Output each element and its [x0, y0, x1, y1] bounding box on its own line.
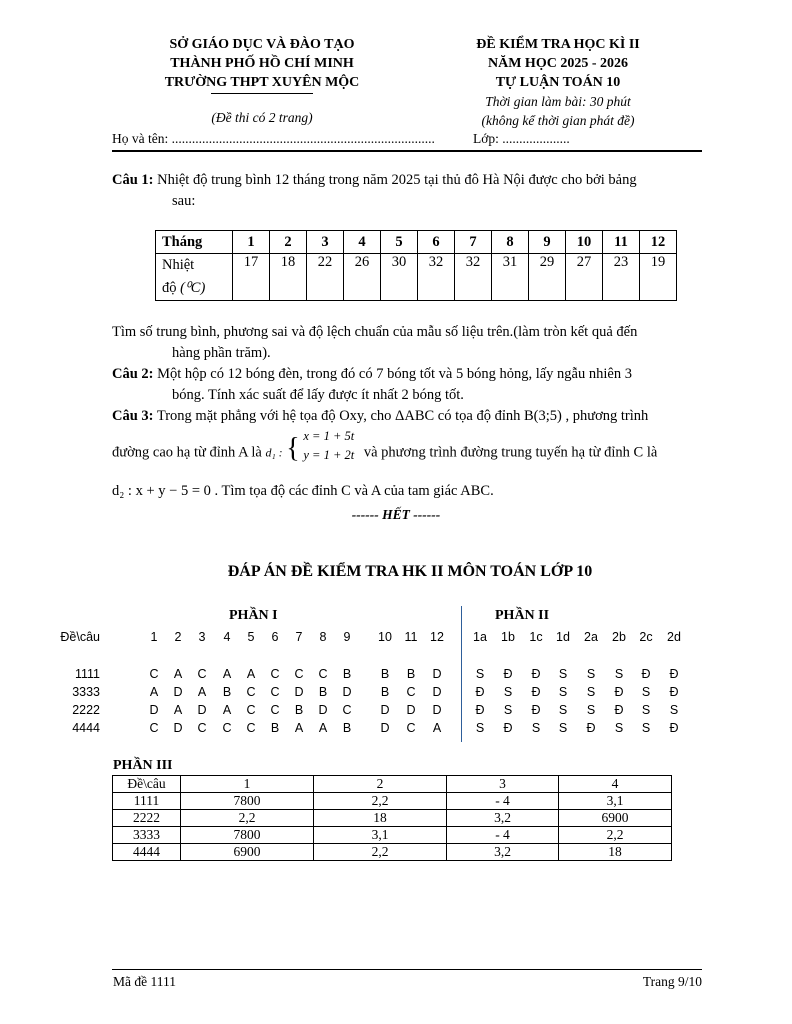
- student-name-line: Họ và tên: ..............................................................................: [112, 131, 435, 146]
- p2-answer-cell: S: [475, 667, 485, 681]
- q3-text-b2: và phương trình đường trung tuyến hạ từ đỉnh C là: [363, 444, 658, 461]
- p3-cell: 2,2: [314, 844, 447, 861]
- p1-answer-cell: A: [246, 667, 256, 681]
- p2-answer-cell: S: [614, 667, 624, 681]
- temp-cell: 32: [455, 254, 492, 301]
- p1-answer-cell: C: [246, 703, 256, 717]
- p2-answer-cell: Đ: [669, 721, 679, 735]
- p1-col-header: 2: [174, 630, 182, 644]
- p1-answer-cell: C: [342, 703, 352, 717]
- months-header: Tháng: [156, 231, 233, 254]
- p3-header-cell: 2: [314, 776, 447, 793]
- p2-answer-cell: S: [641, 703, 651, 717]
- q3-d1: d₁ :: [265, 445, 283, 460]
- p1-answer-cell: D: [149, 703, 159, 717]
- temp-cell: 30: [381, 254, 418, 301]
- q1-text-b: sau:: [172, 193, 196, 209]
- exam-code: Mã đề 1111: [113, 974, 176, 989]
- city-name: THÀNH PHỐ HỒ CHÍ MINH: [170, 56, 354, 71]
- p2-answer-cell: S: [614, 721, 624, 735]
- month-cell: 10: [566, 231, 603, 254]
- p1-answer-cell: C: [246, 685, 256, 699]
- p3-cell: 3,1: [314, 827, 447, 844]
- p3-cell: - 4: [447, 827, 559, 844]
- p2-answer-cell: S: [558, 667, 568, 681]
- p3-cell: 3,2: [447, 844, 559, 861]
- exam-title: ĐỀ KIỂM TRA HỌC KÌ II: [476, 37, 640, 52]
- school-name: TRƯỜNG THPT XUYÊN MỘC: [164, 75, 360, 90]
- q3-text-a: Trong mặt phẳng với hệ tọa độ Oxy, cho ΔABC có tọa độ đỉnh B(3;5) , phương trình: [156, 408, 649, 424]
- p2-answer-cell: Đ: [614, 685, 624, 699]
- p2-col-header: 2c: [639, 630, 653, 644]
- p3-cell: 18: [559, 844, 672, 861]
- p2-answer-cell: Đ: [641, 667, 651, 681]
- temp-cell: 18: [270, 254, 307, 301]
- p2-answer-cell: S: [475, 721, 485, 735]
- p3-cell: 2,2: [559, 827, 672, 844]
- school-year: NĂM HỌC 2025 - 2026: [488, 56, 628, 71]
- p2-answer-cell: S: [531, 721, 541, 735]
- month-cell: 9: [529, 231, 566, 254]
- time-allowed: Thời gian làm bài: 30 phút: [485, 94, 631, 109]
- p1-answer-cell: D: [432, 685, 442, 699]
- month-cell: 3: [307, 231, 344, 254]
- p3-header-cell: 1: [181, 776, 314, 793]
- p2-answer-cell: Đ: [475, 685, 485, 699]
- p1-answer-cell: A: [222, 703, 232, 717]
- p1-answer-cell: D: [432, 703, 442, 717]
- p1-answer-cell: B: [222, 685, 232, 699]
- p1-answer-cell: C: [270, 667, 280, 681]
- q2-text-b: bóng. Tính xác suất để lấy được ít nhất 2 bóng tốt.: [172, 387, 464, 403]
- q1-text-a: Nhiệt độ trung bình 12 tháng trong năm 2025 tại thủ đô Hà Nội được cho bởi bảng: [157, 172, 637, 188]
- p1-answer-cell: A: [173, 667, 183, 681]
- q1-label: Câu 1:: [112, 172, 154, 188]
- p2-answer-cell: S: [586, 667, 596, 681]
- p1-answer-cell: C: [149, 721, 159, 735]
- p2-col-header: 1a: [473, 630, 487, 644]
- p1-answer-cell: C: [318, 667, 328, 681]
- p1-answer-cell: A: [149, 685, 159, 699]
- exam-subject: TỰ LUẬN TOÁN 10: [495, 75, 621, 90]
- month-cell: 8: [492, 231, 529, 254]
- p2-answer-cell: S: [641, 685, 651, 699]
- p2-answer-cell: S: [558, 685, 568, 699]
- p1-answer-cell: A: [197, 685, 207, 699]
- p3-header-row: [113, 776, 672, 793]
- p3-cell: 7800: [181, 827, 314, 844]
- temp-cell: 22: [307, 254, 344, 301]
- p1-answer-cell: A: [294, 721, 304, 735]
- p1-answer-cell: D: [380, 703, 390, 717]
- p3-cell: 7800: [181, 793, 314, 810]
- p1-col-header: 11: [404, 630, 418, 644]
- p3-cell: 2,2: [314, 793, 447, 810]
- p3-row: [113, 810, 672, 827]
- temp-cell: 27: [566, 254, 603, 301]
- answer-key-title: ĐÁP ÁN ĐỀ KIỂM TRA HK II MÔN TOÁN LỚP 10: [227, 563, 593, 580]
- p2-col-header: 1d: [556, 630, 570, 644]
- p2-answer-cell: S: [503, 703, 513, 717]
- p2-col-header: 2b: [612, 630, 626, 644]
- p1-answer-cell: C: [197, 721, 207, 735]
- p3-cell: 2,2: [181, 810, 314, 827]
- p2-answer-cell: S: [641, 721, 651, 735]
- p2-answer-cell: S: [669, 703, 679, 717]
- month-cell: 7: [455, 231, 492, 254]
- p3-header-cell: Đề\câu: [113, 776, 181, 793]
- exam-code-cell: 1111: [74, 667, 100, 681]
- p1-answer-cell: C: [222, 721, 232, 735]
- temp-cell: 17: [233, 254, 270, 301]
- page-count-note: (Đề thi có 2 trang): [211, 110, 313, 125]
- exam-code-cell: 4444: [72, 721, 100, 735]
- month-cell: 11: [603, 231, 640, 254]
- page-number: Trang 9/10: [642, 974, 702, 989]
- p1-answer-cell: B: [406, 667, 416, 681]
- p1-answer-cell: B: [318, 685, 328, 699]
- p1-answer-cell: B: [342, 721, 352, 735]
- p3-cell: 6900: [559, 810, 672, 827]
- p2-answer-cell: S: [503, 685, 513, 699]
- p2-col-header: 1c: [529, 630, 543, 644]
- p3-cell: 3,1: [559, 793, 672, 810]
- month-cell: 6: [418, 231, 455, 254]
- p1-answer-cell: D: [432, 667, 442, 681]
- q3-label: Câu 3:: [112, 408, 154, 424]
- p1-col-header: 5: [247, 630, 255, 644]
- p1-answer-cell: C: [270, 703, 280, 717]
- p1-answer-cell: B: [380, 685, 390, 699]
- p1-answer-cell: A: [222, 667, 232, 681]
- p3-cell: 3,2: [447, 810, 559, 827]
- p1-answer-cell: B: [380, 667, 390, 681]
- p3-header-cell: 4: [559, 776, 672, 793]
- temp-cell: 32: [418, 254, 455, 301]
- p1-answer-cell: D: [173, 685, 183, 699]
- p1-answer-cell: B: [294, 703, 304, 717]
- p1-answer-cell: D: [380, 721, 390, 735]
- dept-name: SỞ GIÁO DỤC VÀ ĐÀO TẠO: [169, 37, 355, 52]
- p3-row: [113, 827, 672, 844]
- p3-cell: 18: [314, 810, 447, 827]
- p2-answer-cell: Đ: [531, 667, 541, 681]
- p3-cell: 2222: [113, 810, 181, 827]
- p1-col-header: 8: [319, 630, 327, 644]
- code-header: Đề\câu: [60, 630, 100, 644]
- part-1-label: PHẦN I: [229, 608, 278, 623]
- p2-answer-cell: S: [586, 703, 596, 717]
- temp-label-a: Nhiệt: [162, 257, 195, 273]
- p3-header-cell: 3: [447, 776, 559, 793]
- p1-answer-cell: B: [342, 667, 352, 681]
- p1-col-header: 9: [343, 630, 351, 644]
- part-3-table: [112, 775, 672, 861]
- footer-rule: [112, 969, 702, 970]
- p1-col-header: 7: [295, 630, 303, 644]
- q1-task-a: Tìm số trung bình, phương sai và độ lệch chuẩn của mẫu số liệu trên.(làm tròn kết quả đến: [112, 324, 638, 340]
- p1-answer-cell: C: [294, 667, 304, 681]
- p2-answer-cell: Đ: [475, 703, 485, 717]
- q1-task-b: hàng phần trăm).: [172, 345, 271, 361]
- p1-answer-cell: C: [197, 667, 207, 681]
- month-cell: 12: [640, 231, 677, 254]
- p2-col-header: 2a: [584, 630, 598, 644]
- part-3-label: PHẦN III: [113, 758, 173, 773]
- p2-answer-cell: Đ: [531, 685, 541, 699]
- q3-text-b1: đường cao hạ từ đỉnh A là: [112, 444, 262, 461]
- end-mark: ------ HẾT ------: [351, 507, 441, 522]
- p2-answer-cell: S: [558, 703, 568, 717]
- p1-answer-cell: C: [406, 721, 416, 735]
- temp-unit: (⁰C): [180, 280, 206, 296]
- month-cell: 2: [270, 231, 307, 254]
- p1-answer-cell: A: [432, 721, 442, 735]
- system-eq-2: y = 1 + 2t: [303, 448, 355, 462]
- p2-answer-cell: Đ: [669, 667, 679, 681]
- p1-answer-cell: D: [406, 703, 416, 717]
- p1-answer-cell: C: [270, 685, 280, 699]
- p1-answer-cell: A: [318, 721, 328, 735]
- p1-answer-cell: D: [318, 703, 328, 717]
- exam-code-cell: 2222: [72, 703, 100, 717]
- p3-cell: 6900: [181, 844, 314, 861]
- q2-label: Câu 2:: [112, 366, 154, 382]
- p2-answer-cell: Đ: [531, 703, 541, 717]
- p1-answer-cell: D: [294, 685, 304, 699]
- p3-cell: 4444: [113, 844, 181, 861]
- p2-answer-cell: Đ: [503, 667, 513, 681]
- month-cell: 5: [381, 231, 418, 254]
- p1-answer-cell: C: [406, 685, 416, 699]
- p2-answer-cell: Đ: [614, 703, 624, 717]
- p2-answer-cell: Đ: [669, 685, 679, 699]
- p1-answer-cell: B: [270, 721, 280, 735]
- temp-label-b: độ: [162, 280, 177, 296]
- p1-col-header: 4: [223, 630, 231, 644]
- q3-text-c: d₂ : x + y − 5 = 0 . Tìm tọa độ các đỉnh C và A của tam giác ABC.: [112, 483, 494, 499]
- p1-col-header: 1: [150, 630, 158, 644]
- system-brace: {: [286, 433, 300, 464]
- temp-cell: 19: [640, 254, 677, 301]
- p1-answer-cell: C: [149, 667, 159, 681]
- p1-col-header: 6: [271, 630, 279, 644]
- part-2-label: PHẦN II: [495, 608, 550, 623]
- month-cell: 1: [233, 231, 270, 254]
- p2-answer-cell: Đ: [503, 721, 513, 735]
- temp-cell: 26: [344, 254, 381, 301]
- p3-row: [113, 844, 672, 861]
- p1-answer-cell: D: [197, 703, 207, 717]
- p1-answer-cell: D: [342, 685, 352, 699]
- p1-col-header: 12: [430, 630, 444, 644]
- temp-cell: 29: [529, 254, 566, 301]
- p1-col-header: 3: [198, 630, 206, 644]
- p2-col-header: 1b: [501, 630, 515, 644]
- time-note: (không kể thời gian phát đề): [481, 113, 635, 128]
- temp-cell: 23: [603, 254, 640, 301]
- class-line: Lớp: ....................: [473, 131, 570, 146]
- temp-cell: 31: [492, 254, 529, 301]
- p2-col-header: 2d: [667, 630, 681, 644]
- month-cell: 4: [344, 231, 381, 254]
- p1-col-header: 10: [378, 630, 392, 644]
- p1-answer-cell: C: [246, 721, 256, 735]
- p3-cell: - 4: [447, 793, 559, 810]
- q2-text-a: Một hộp có 12 bóng đèn, trong đó có 7 bóng tốt và 5 bóng hỏng, lấy ngẫu nhiên 3: [157, 366, 632, 382]
- exam-code-cell: 3333: [72, 685, 100, 699]
- system-eq-1: x = 1 + 5t: [303, 429, 355, 443]
- p1-answer-cell: D: [173, 721, 183, 735]
- p3-row: [113, 793, 672, 810]
- p2-answer-cell: S: [586, 685, 596, 699]
- p3-cell: 3333: [113, 827, 181, 844]
- p1-answer-cell: A: [173, 703, 183, 717]
- p2-answer-cell: S: [558, 721, 568, 735]
- p3-cell: 1111: [113, 793, 181, 810]
- p2-answer-cell: Đ: [586, 721, 596, 735]
